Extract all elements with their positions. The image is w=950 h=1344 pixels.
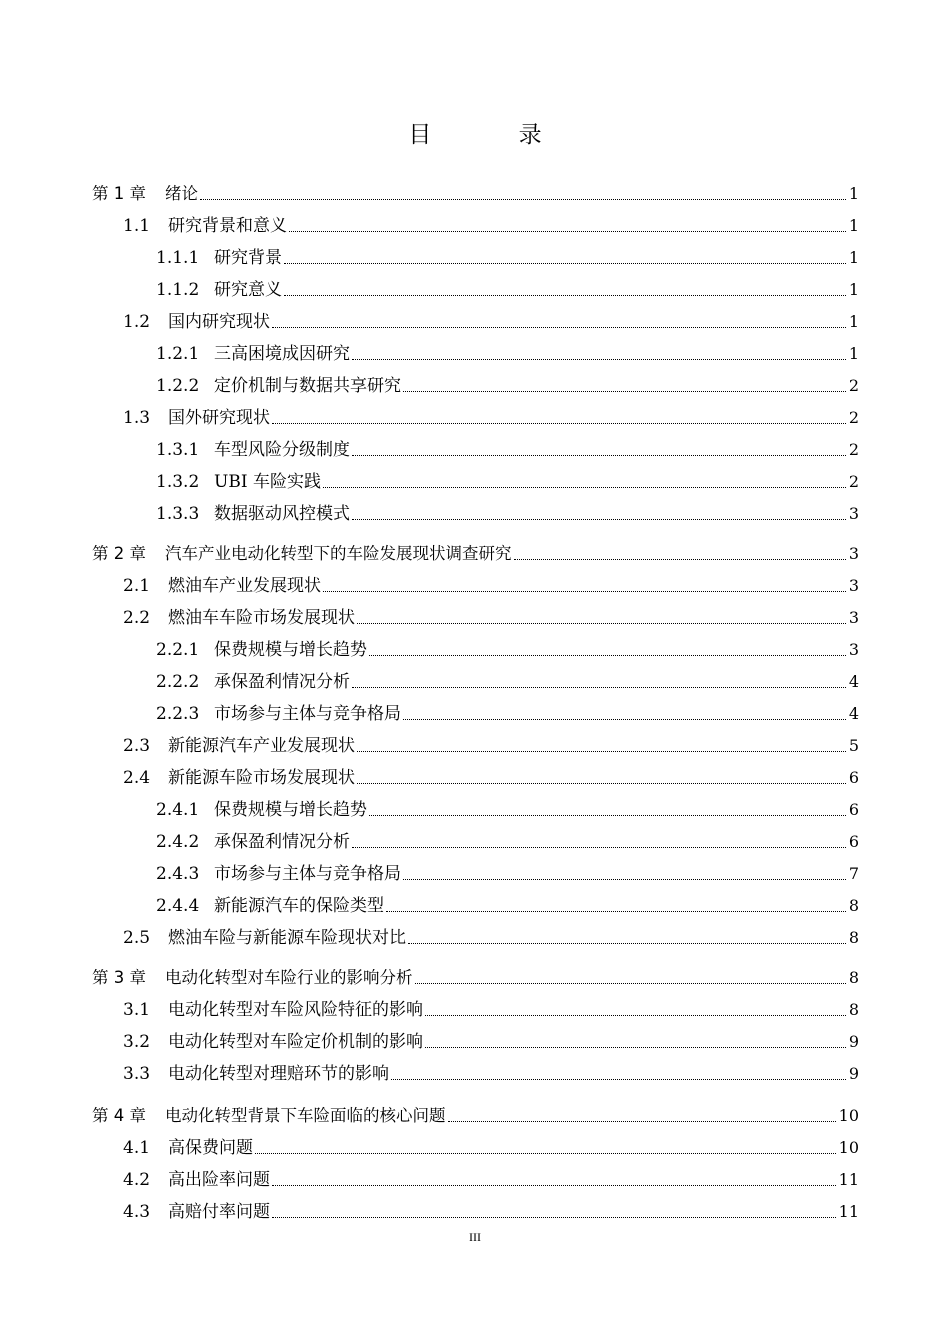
toc-entry[interactable] [92,1021,859,1053]
toc-entry-page: 4 [848,704,859,723]
toc-entry-number: 1.1 [123,216,151,236]
toc-entry[interactable] [92,853,859,885]
toc-entry-label: 研究背景和意义 [168,216,287,236]
toc-entry-page: 1 [848,248,859,267]
toc-entry-number: 1.2 [123,312,151,332]
dot-leader [272,423,846,424]
dot-leader [323,487,846,488]
toc-entry-page: 10 [838,1138,859,1157]
dot-leader [289,231,846,232]
toc-entry-page: 1 [848,344,859,363]
toc-entry-page: 1 [848,216,859,235]
toc-entry-page: 6 [848,768,859,787]
toc-entry-page: 3 [848,544,859,563]
toc-entry-page: 1 [848,280,859,299]
toc-entry[interactable] [92,365,859,397]
toc-entry-number: 4.3 [123,1202,151,1222]
toc-entry-number: 2.2 [123,608,151,628]
toc-entry-number: 2.4.3 [156,864,200,884]
toc-entry-page: 3 [848,504,859,523]
dot-leader [403,719,846,720]
toc-entry-number: 2.3 [123,736,151,756]
toc-entry-label: 电动化转型对车险风险特征的影响 [168,1000,423,1020]
toc-entry[interactable] [92,693,859,725]
toc-entry-page: 9 [848,1064,859,1083]
toc-entry-number: 2.2.1 [156,640,200,660]
toc-entry-page: 7 [848,864,859,883]
toc-entry-number: 1.3.3 [156,504,200,524]
dot-leader [369,655,846,656]
toc-entry-page: 3 [848,576,859,595]
toc-entry-label: 高保费问题 [168,1138,253,1158]
toc-entry[interactable] [92,397,859,429]
toc-entry-number: 第 2 章 [92,544,146,563]
dot-leader [272,1185,836,1186]
toc-entry-number: 4.2 [123,1170,151,1190]
toc-entry[interactable] [92,597,859,629]
dot-leader [272,327,846,328]
toc-entry[interactable] [92,533,859,565]
toc-entry-label: 新能源汽车的保险类型 [214,896,384,916]
toc-entry[interactable] [92,173,859,205]
toc-entry-page: 8 [848,968,859,987]
toc-entry-label: 保费规模与增长趋势 [214,800,367,820]
dot-leader [352,455,846,456]
toc-entry[interactable] [92,493,859,525]
toc-entry-number: 2.5 [123,928,151,948]
toc-entry-label: 燃油车产业发展现状 [168,576,321,596]
toc-entry-label: 新能源车险市场发展现状 [168,768,355,788]
toc-entry-label: 市场参与主体与竞争格局 [214,704,401,724]
toc-entry-label: 汽车产业电动化转型下的车险发展现状调查研究 [165,544,512,563]
dot-leader [323,591,846,592]
dot-leader [425,1047,846,1048]
toc-entry-label: 新能源汽车产业发展现状 [168,736,355,756]
dot-leader [391,1079,846,1080]
dot-leader [448,1121,836,1122]
toc-entry[interactable] [92,661,859,693]
page-number: III [469,1230,481,1244]
toc-entry-page: 6 [848,832,859,851]
toc-entry-number: 2.4.1 [156,800,200,820]
toc-entry-number: 4.1 [123,1138,151,1158]
toc-entry[interactable] [92,565,859,597]
toc-entry-label: 电动化转型对车险定价机制的影响 [168,1032,423,1052]
page-title: 目 录 [408,122,582,148]
toc-entry-label: 三高困境成因研究 [214,344,350,364]
toc-entry-label: 研究背景 [214,248,282,268]
toc-entry-number: 1.2.2 [156,376,200,396]
toc-entry-label: 电动化转型对理赔环节的影响 [168,1064,389,1084]
toc-entry-page: 6 [848,800,859,819]
dot-leader [352,847,846,848]
toc-entry[interactable] [92,757,859,789]
toc-entry-label: 高赔付率问题 [168,1202,270,1222]
toc-entry[interactable] [92,269,859,301]
toc-entry[interactable] [92,301,859,333]
dot-leader [357,783,846,784]
toc-entry[interactable] [92,205,859,237]
toc-entry-number: 第 3 章 [92,968,146,987]
toc-entry-label: 高出险率问题 [168,1170,270,1190]
toc-entry-label: UBI 车险实践 [214,472,321,492]
toc-entry-page: 4 [848,672,859,691]
toc-entry-number: 2.4 [123,768,151,788]
toc-entry-number: 2.1 [123,576,151,596]
toc-entry-number: 1.3.2 [156,472,200,492]
toc-entry-number: 2.2.2 [156,672,200,692]
toc-entry[interactable] [92,1053,859,1085]
toc-entry-number: 3.3 [123,1064,151,1084]
toc-entry-label: 电动化转型对车险行业的影响分析 [165,968,413,987]
dot-leader [284,295,846,296]
toc-entry-page: 1 [848,312,859,331]
dot-leader [357,751,846,752]
toc-entry-number: 1.3.1 [156,440,200,460]
dot-leader [403,391,846,392]
toc-entry-number: 1.3 [123,408,151,428]
toc-entry-number: 2.4.2 [156,832,200,852]
toc-entry-number: 2.4.4 [156,896,200,916]
toc-entry-page: 2 [848,472,859,491]
dot-leader [255,1153,836,1154]
toc-entry[interactable] [92,429,859,461]
toc-entry-page: 2 [848,408,859,427]
dot-leader [272,1217,836,1218]
toc-entry-page: 8 [848,1000,859,1019]
toc-entry-page: 3 [848,608,859,627]
toc-entry-label: 国内研究现状 [168,312,270,332]
toc-entry-page: 9 [848,1032,859,1051]
toc-entry-label: 市场参与主体与竞争格局 [214,864,401,884]
toc-entry[interactable] [92,725,859,757]
toc-entry-page: 11 [838,1170,859,1189]
toc-entry[interactable] [92,1127,859,1159]
toc-entry[interactable] [92,917,859,949]
toc-entry[interactable] [92,1159,859,1191]
toc-entry[interactable] [92,885,859,917]
toc-entry[interactable] [92,333,859,365]
dot-leader [425,1015,846,1016]
toc-entry-label: 定价机制与数据共享研究 [214,376,401,396]
dot-leader [352,519,846,520]
toc-entry-page: 3 [848,640,859,659]
toc-entry-page: 2 [848,376,859,395]
toc-entry-label: 燃油车车险市场发展现状 [168,608,355,628]
dot-leader [514,559,846,560]
toc-entry-number: 第 1 章 [92,184,146,203]
dot-leader [386,911,846,912]
toc-entry-label: 承保盈利情况分析 [214,832,350,852]
toc-entry[interactable] [92,957,859,989]
toc-entry-page: 8 [848,928,859,947]
toc-entry[interactable] [92,1095,859,1127]
toc-entry[interactable] [92,629,859,661]
toc-entry-page: 11 [838,1202,859,1221]
toc-entry-number: 1.1.1 [156,248,200,268]
dot-leader [352,359,846,360]
toc-entry-number: 1.2.1 [156,344,200,364]
toc-entry[interactable] [92,789,859,821]
dot-leader [403,879,846,880]
toc-entry-label: 车型风险分级制度 [214,440,350,460]
toc-entry-label: 研究意义 [214,280,282,300]
toc-entry[interactable] [92,821,859,853]
toc-entry[interactable] [92,461,859,493]
toc-entry-number: 3.1 [123,1000,151,1020]
toc-entry-page: 5 [848,736,859,755]
toc-entry[interactable] [92,989,859,1021]
toc-entry[interactable] [92,237,859,269]
dot-leader [200,199,846,200]
toc-entry-label: 电动化转型背景下车险面临的核心问题 [165,1106,446,1125]
toc-entry-page: 2 [848,440,859,459]
toc-entry-label: 国外研究现状 [168,408,270,428]
toc-entry-label: 燃油车险与新能源车险现状对比 [168,928,406,948]
toc-entry-page: 1 [848,184,859,203]
toc-entry[interactable] [92,1191,859,1223]
dot-leader [284,263,846,264]
dot-leader [369,815,846,816]
dot-leader [357,623,846,624]
toc-entry-number: 第 4 章 [92,1106,146,1125]
toc-entry-page: 10 [838,1106,859,1125]
toc-entry-number: 2.2.3 [156,704,200,724]
toc-entry-number: 1.1.2 [156,280,200,300]
dot-leader [408,943,846,944]
toc-entry-label: 数据驱动风控模式 [214,504,350,524]
toc-entry-label: 承保盈利情况分析 [214,672,350,692]
dot-leader [352,687,846,688]
toc-entry-label: 绪论 [165,184,198,203]
toc-entry-label: 保费规模与增长趋势 [214,640,367,660]
toc-entry-number: 3.2 [123,1032,151,1052]
toc-entry-page: 8 [848,896,859,915]
dot-leader [415,983,846,984]
